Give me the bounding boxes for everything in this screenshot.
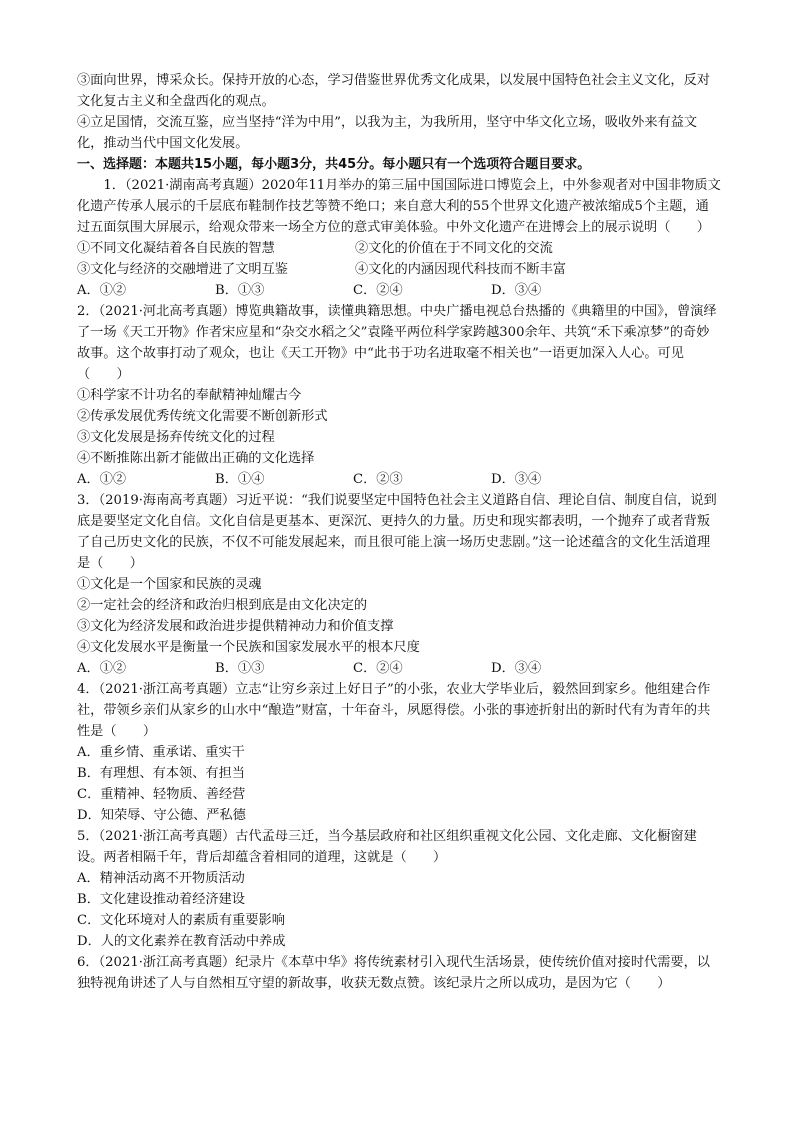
choice-a[interactable]: A．精神活动离不开物质活动 (77, 871, 245, 886)
question-5-stem: 5．（2021·浙江高考真题）古代孟母三迁，当今基层政府和社区组织重视文化公园、文化走廊、文化橱窗建设。两者相隔千年，背后却蕴含着相同的道理，这就是（ ） (77, 829, 697, 865)
intro-item-4: ④立足国情，交流互鉴，应当坚持“洋为中用”，以我为主，为我所用，坚守中华文化立场，吸收外来有益文化，推动当代中国文化发展。 (77, 115, 698, 151)
choice-b[interactable]: B．①③ (215, 283, 265, 298)
question-6-stem: 6．（2021·浙江高考真题）纪录片《本草中华》将传统素材引入现代生活场景，使传统价值对接时代需要，以独特视角讲述了人与自然相互守望的新故事，收获无数点赞。该纪录片之所以成功，是因为它（ ） (77, 955, 710, 991)
question-1-statements-row-2 (77, 259, 721, 280)
statement: ①文化是一个国家和民族的灵魂 (77, 577, 262, 592)
choice-c[interactable]: C．文化环境对人的素质有重要影响 (77, 913, 285, 928)
question-1-choices (77, 280, 721, 301)
statement: ②一定社会的经济和政治归根到底是由文化决定的 (77, 598, 368, 613)
question-2-choices (77, 469, 721, 490)
question-4-stem: 4．（2021·浙江高考真题）立志“让穷乡亲过上好日子”的小张，农业大学毕业后，毅然回到家乡。他组建合作社，带领乡亲们从家乡的山水中“酿造”财富，十年奋斗，夙愿得偿。小张的事迹折射出的新时代有为青年的共性是（ ） (77, 682, 711, 739)
choice-a[interactable]: A．①② (77, 661, 127, 676)
statement: ④文化发展水平是衡量一个民族和国家发展水平的根本尺度 (77, 640, 420, 655)
statement: ③文化发展是扬弃传统文化的过程 (77, 430, 275, 445)
statement: ②文化的价值在于不同文化的交流 (355, 241, 553, 256)
question-3-stem: 3．（2019·海南高考真题）习近平说：“我们说要坚定中国特色社会主义道路自信、理论自信、制度自信，说到底是要坚定文化自信。文化自信是更基本、更深沉、更持久的力量。历史和现实都表明，一个抛弃了或者背叛了自己历史文化的民族，不仅不可能发展起来，而且很可能上演一场历史悲剧。”这一论述蕴含的文化生活道理是（ ） (77, 493, 717, 571)
statement: ①科学家不计功名的奉献精神灿耀古今 (77, 388, 302, 403)
statement: ③文化为经济发展和政治进步提供精神动力和价值支撑 (77, 619, 394, 634)
choice-d[interactable]: D．知荣辱、守公德、严私德 (77, 808, 246, 823)
question-2-stem: 2．（2021·河北高考真题）博览典籍故事，读懂典籍思想。中央广播电视总台热播的《典籍里的中国》，曾演绎了一场《天工开物》作者宋应星和“杂交水稻之父”袁隆平两位科学家跨越300余年、共筑“禾下乘凉梦”的奇妙故事。这个故事打动了观众，也让《天工开物》中“此书于功名进取毫不相关也”一语更加深入人心。可见（ ） (77, 304, 717, 382)
choice-d[interactable]: D．③④ (491, 661, 542, 676)
section-title: 一、选择题：本题共15小题，每小题3分，共45分。每小题只有一个选项符合题目要求。 (77, 157, 591, 172)
choice-d[interactable]: D．③④ (491, 283, 542, 298)
question-1-statements-row-1 (77, 238, 721, 259)
statement: ④文化的内涵因现代科技而不断丰富 (355, 262, 566, 277)
choice-b[interactable]: B．①④ (215, 472, 265, 487)
statement: ③文化与经济的交融增进了文明互鉴 (77, 262, 288, 277)
choice-c[interactable]: C．重精神、轻物质、善经营 (77, 787, 246, 802)
choice-d[interactable]: D．人的文化素养在教育活动中养成 (77, 934, 286, 949)
choice-b[interactable]: B．有理想、有本领、有担当 (77, 766, 245, 781)
choice-a[interactable]: A．重乡情、重承诺、重实干 (77, 745, 245, 760)
choice-a[interactable]: A．①② (77, 283, 127, 298)
choice-b[interactable]: B．①③ (215, 661, 265, 676)
choice-d[interactable]: D．③④ (491, 472, 542, 487)
choice-a[interactable]: A．①② (77, 472, 127, 487)
choice-c[interactable]: C．②④ (353, 661, 403, 676)
choice-b[interactable]: B．文化建设推动着经济建设 (77, 892, 245, 907)
statement: ④不断推陈出新才能做出正确的文化选择 (77, 451, 315, 466)
question-1-stem: 1．（2021·湖南高考真题）2020年11月举办的第三届中国国际进口博览会上，中外参观者对中国非物质文化遗产传承人展示的千层底布鞋制作技艺等赞不绝口；来自意大利的55个世界文化遗产被浓缩成5个主题，通过五面氛围大屏展示，给观众带来一场全方位的意式审美体验。中外文化遗产在进博会上的展示说明（ ） (77, 178, 721, 235)
statement: ①不同文化凝结着各自民族的智慧 (77, 241, 275, 256)
choice-c[interactable]: C．②③ (353, 472, 403, 487)
statement: ②传承发展优秀传统文化需要不断创新形式 (77, 409, 328, 424)
question-3-choices (77, 658, 721, 679)
exam-page (77, 70, 721, 994)
intro-item-3: ③面向世界，博采众长。保持开放的心态，学习借鉴世界优秀文化成果，以发展中国特色社会主义文化，反对文化复古主义和全盘西化的观点。 (77, 73, 710, 109)
choice-c[interactable]: C．②④ (353, 283, 403, 298)
